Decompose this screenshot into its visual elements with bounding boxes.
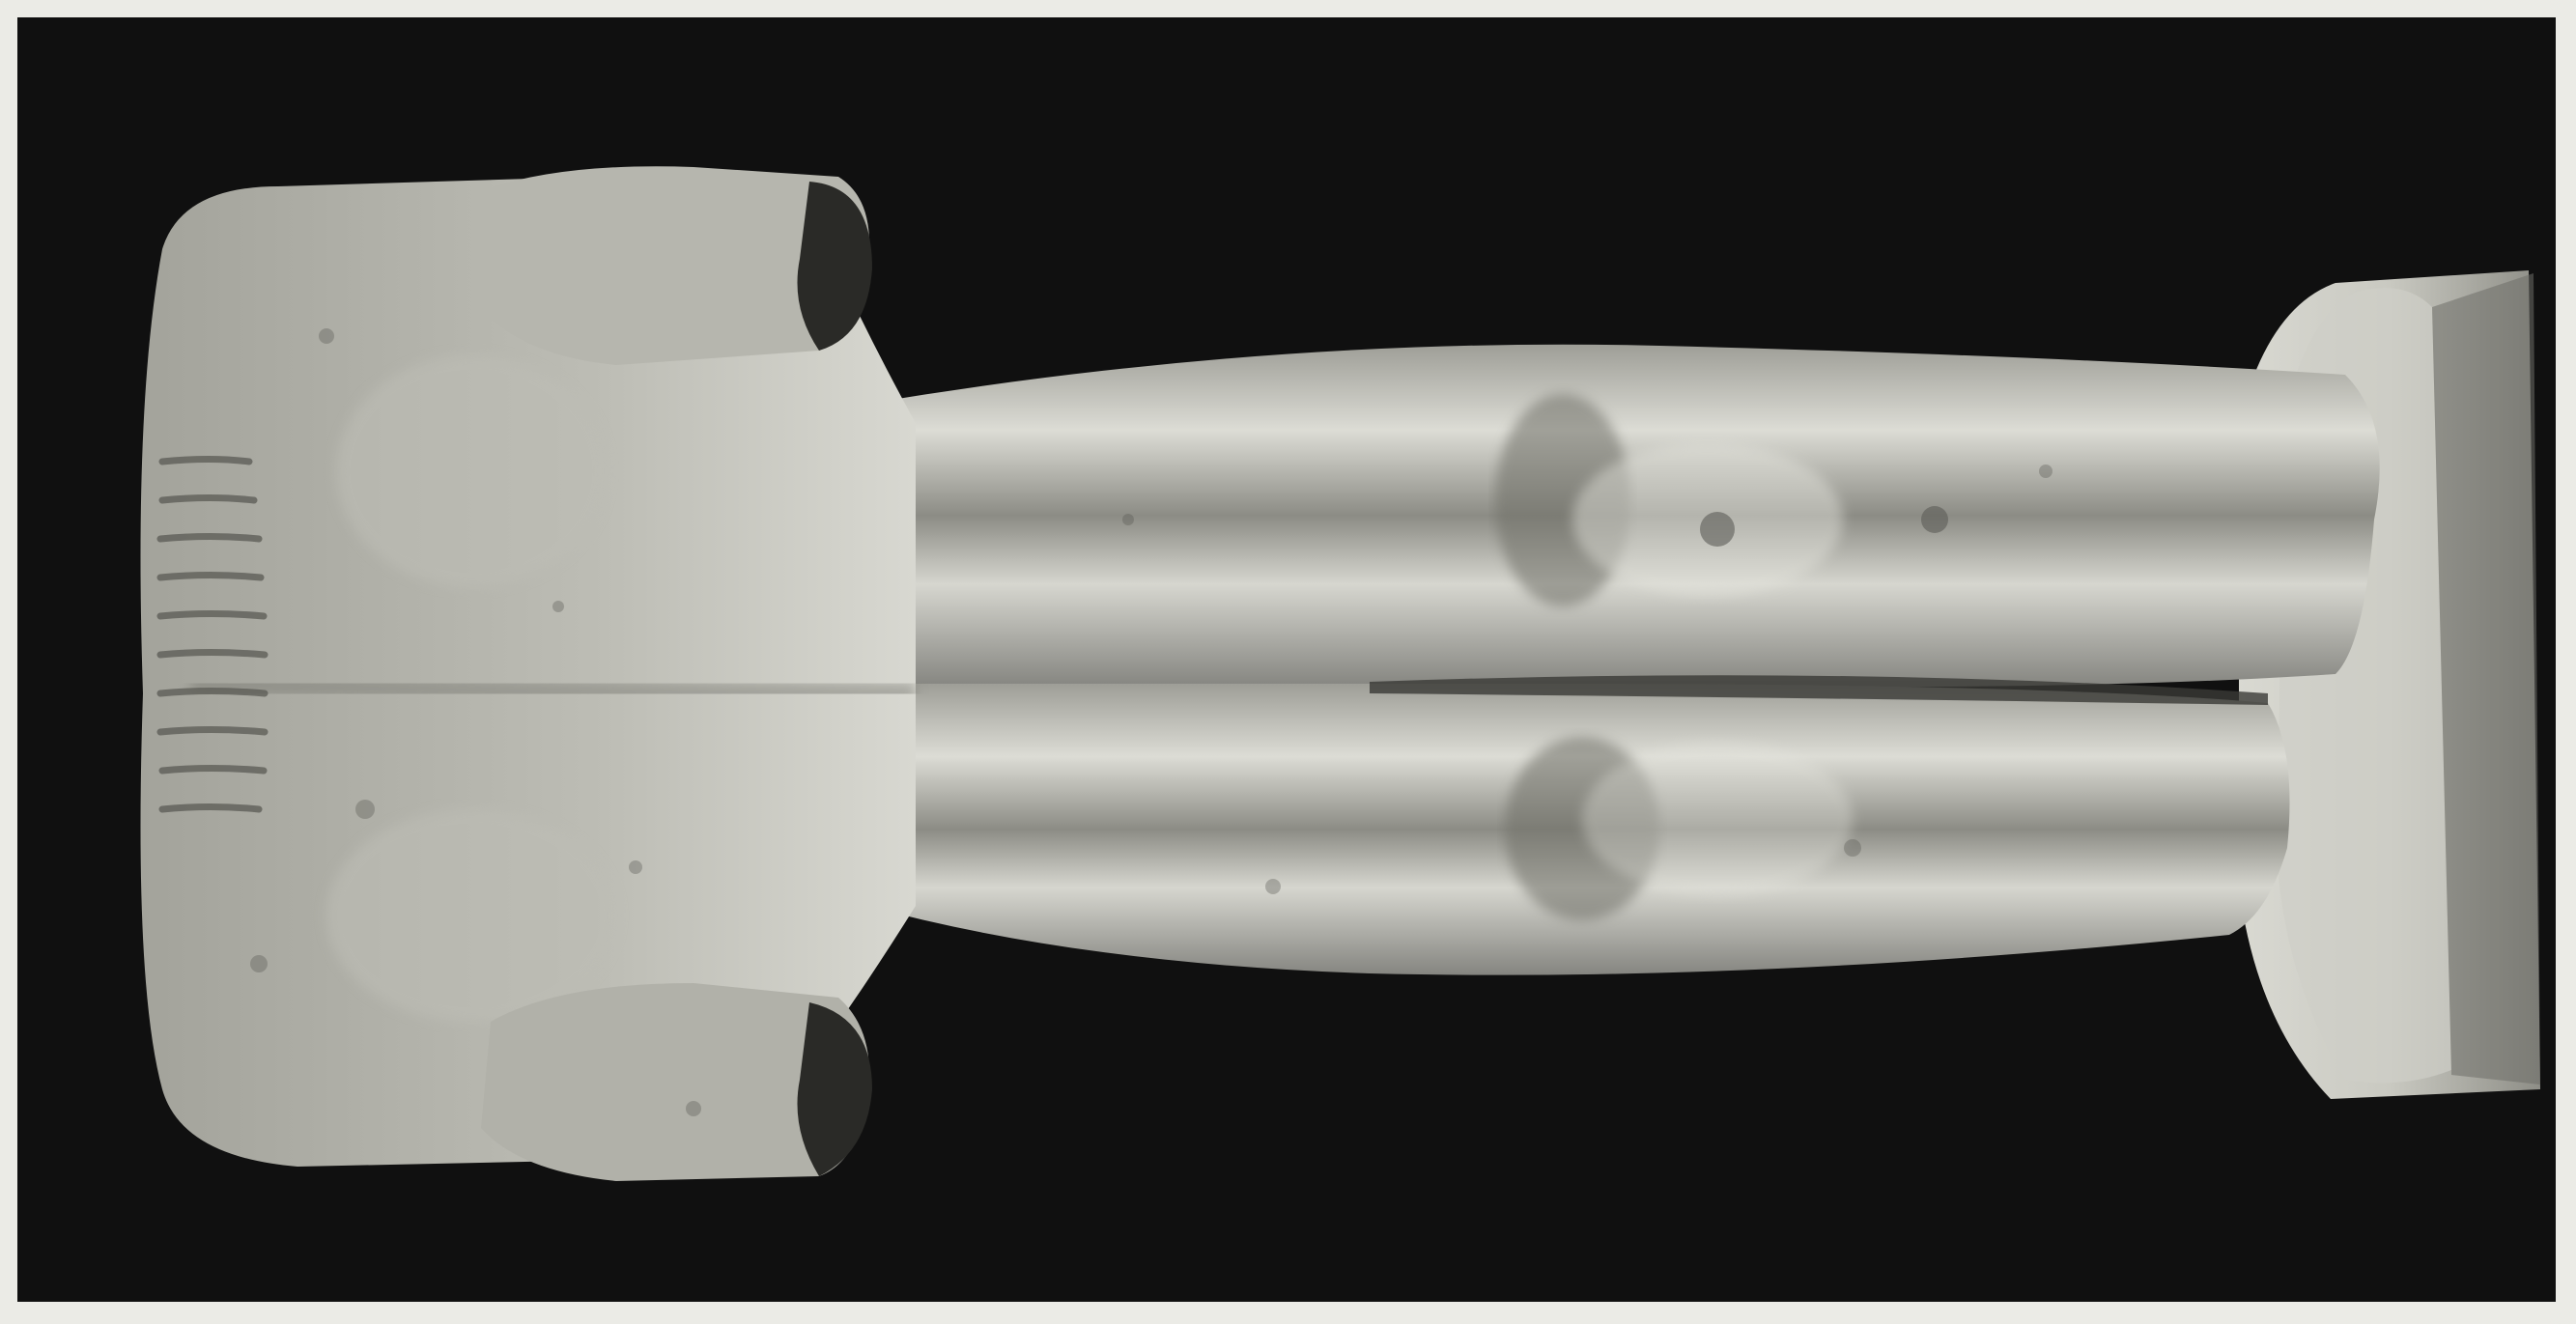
statue-legs	[867, 345, 2380, 975]
sculpture-illustration	[17, 17, 2556, 1302]
sculpture-photograph	[17, 17, 2556, 1302]
